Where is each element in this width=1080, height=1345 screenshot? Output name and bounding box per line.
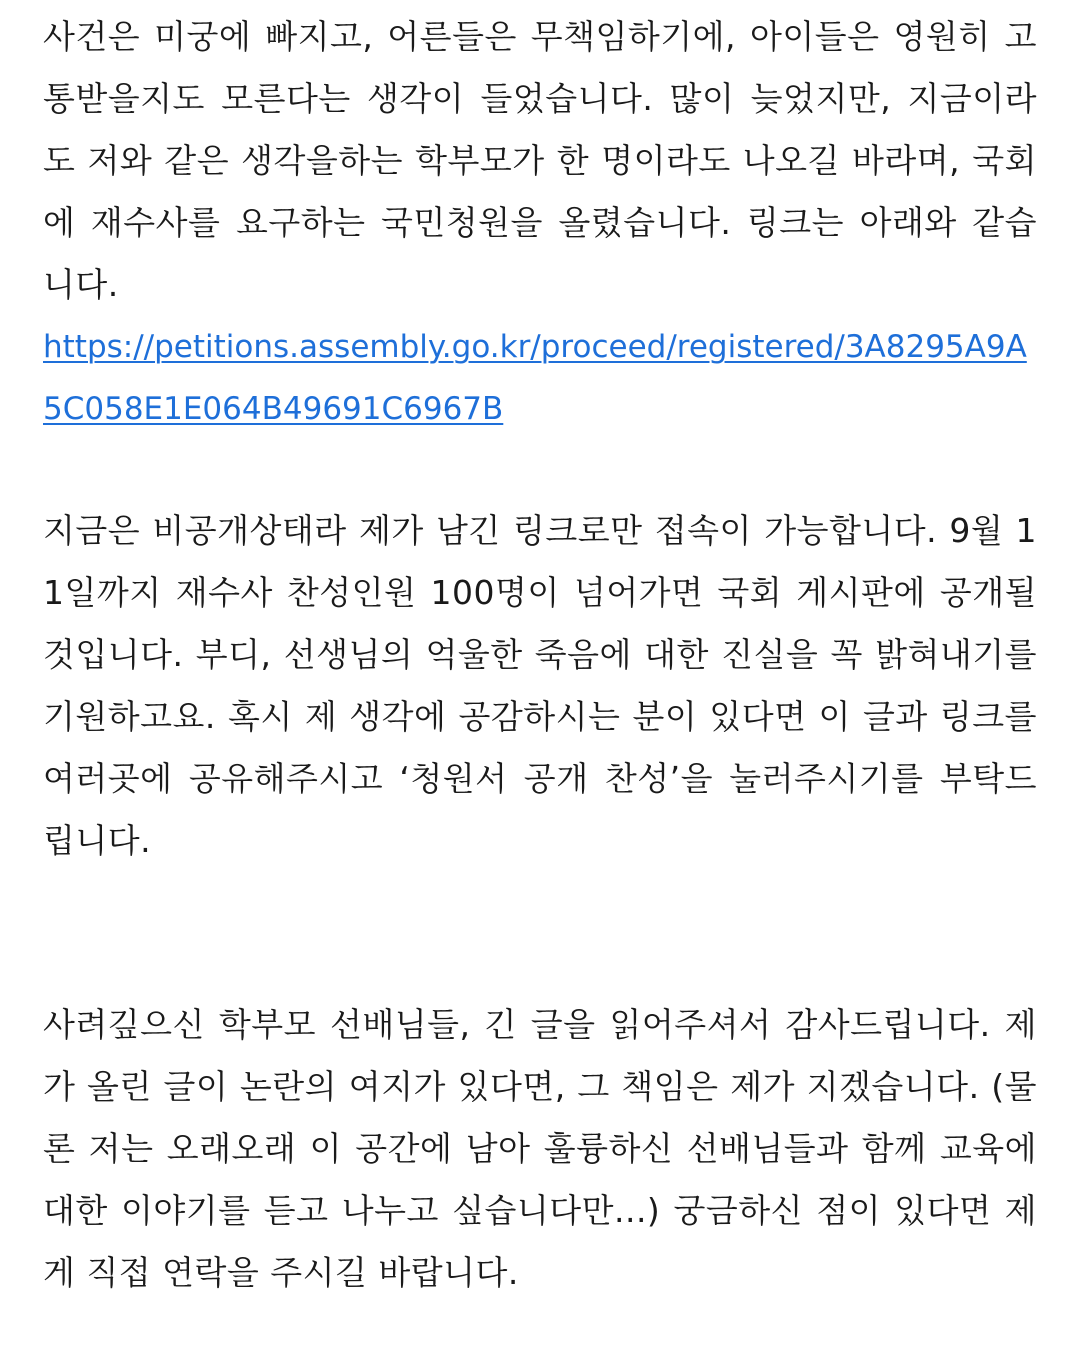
paragraph-closing-thanks: 사려깊으신 학부모 선배님들, 긴 글을 읽어주셔서 감사드립니다. 제가 올린 글이 논란의 여지가 있다면, 그 책임은 제가 지겠습니다. (물론 저는 오래오래 이 공간에 남아 훌륭하신 선배님들과 함께 교육에 대한 이야기를 듣고 나누고 싶습니다만...) 궁금하신 점이 있다면 제게 직접 연락을 주시길 바랍니다. <box>43 1005 1037 1292</box>
petition-link[interactable]: https://petitions.assembly.go.kr/proceed/registered/3A8295A9A5C058E1E064B49691C6967B <box>43 329 1027 427</box>
paragraph-petition-details: 지금은 비공개상태라 제가 남긴 링크로만 접속이 가능합니다. 9월 11일까지 재수사 찬성인원 100명이 넘어가면 국회 게시판에 공개될 것입니다. 부디, 선생님의 억울한 죽음에 대한 진실을 꼭 밝혀내기를 기원하고요. 혹시 제 생각에 공감하시는 분이 있다면 이 글과 링크를 여러곳에 공유해주시고 ‘청원서 공개 찬성’을 눌러주시기를 부탁드립니다. <box>43 511 1037 860</box>
paragraph-spacer <box>43 872 1037 994</box>
paragraph-petition-intro: 사건은 미궁에 빠지고, 어른들은 무책임하기에, 아이들은 영원히 고통받을지도 모른다는 생각이 들었습니다. 많이 늦었지만, 지금이라도 저와 같은 생각을하는 학부모가 한 명이라도 나오길 바라며, 국회에 재수사를 요구하는 국민청원을 올렸습니다. 링크는 아래와 같습니다. <box>43 17 1037 304</box>
paragraph-spacer <box>43 440 1037 500</box>
